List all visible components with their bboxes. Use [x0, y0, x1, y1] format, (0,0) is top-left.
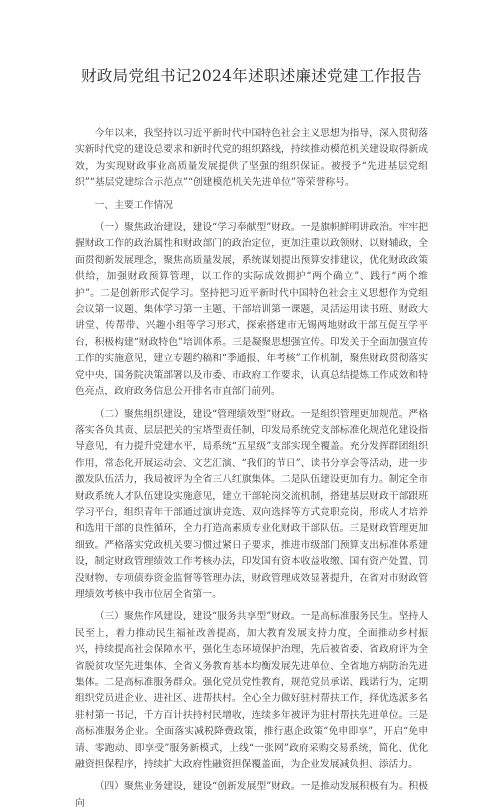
paragraph-style-building: （三）聚焦作风建设，建设“服务共享型”财政。一是高标准服务民生。坚持人民至上，着力推动民生福祉改善提高，加大教育发展支持力度，全面推动乡村振兴，持续提高社会保障水平，强化生态环境保护治理，先后被省委、省政府评为全省脱贫攻坚先进集体、全省义务教育基本均衡发展先进单位、全省地方病防治先进集体。二是高标准服务群众。强化党员党性教育，规范党员承诺、践诺行为，定期组织党员进企业、进社区、进帮扶村。全心全力做好驻村帮扶工作，择优选派多名驻村第一书记，千方百计扶持村民增收，连续多年被评为驻村帮扶先进单位。三是高标准服务企业。全面落实减税降费政策，推行惠企政策“免申即享”，开启“免申请、零跑动、即享受”服务新模式，上线“一张网”政府采购交易系统，简化、优化融资担保程序，持续扩大政府性融资担保覆盖面，为企业发展减负担、添活力。 — [75, 611, 428, 771]
section-heading: 一、主要工作情况 — [94, 199, 173, 211]
paragraph-organization-building: （二）聚焦组织建设，建设“管理绩效型”财政。一是组织管理更加规范。严格落实各负其责、层层把关的宝塔型责任制，印发局系统党支部标准化规范化建设指导意见，有力提升党建水平，局系统“五星级”支部实现全覆盖。充分发挥群团组织作用，常态化开展运动会、文艺汇演、“我们的节日”、读书分享会等活动，进一步激发队伍活力，我局被评为全省三八红旗集体。二是队伍建设更加有力。制定全市财政系统人才队伍建设实施意见，建立干部轮岗交流机制，搭建基层财政干部跟班学习平台，组织青年干部通过演讲竞选、双向选择等方式竞职竞岗，形成人才培养和选用干部的良性循环，全力打造高素质专业化财政干部队伍。三是财政管理更加细致。严格落实党政机关要习惯过紧日子要求，推进市级部门预算支出标准体系建设，制定财政管理绩效工作考核办法，印发国有资本收益收缴、国有资产处置、罚没财物、专项债券资金监督等管理办法，财政管理成效显著提升，在省对市财政管理绩效考核中我市位居全省第一。 — [75, 408, 428, 600]
document-title: 财政局党组书记2024年述职述廉述党建工作报告 — [81, 67, 422, 85]
paragraph-business-building: （四）聚焦业务建设，建设“创新发展型”财政。一是推动发展积极有为。积极向 — [75, 781, 428, 809]
intro-paragraph: 今年以来，我坚持以习近平新时代中国特色社会主义思想为指导，深入贯彻落实新时代党的建设总要求和新时代党的组织路线，持续推动模范机关建设取得新成效，为实现财政事业高质量发展提供了坚强的组织保证。被授予“先进基层党组织”“基层党建综合示范点”“创建模范机关先进单位”等荣誉称号。 — [75, 128, 428, 189]
paragraph-political-building: （一）聚焦政治建设，建设“学习奉献型”财政。一是旗帜鲜明讲政治。牢牢把握财政工作的政治属性和财政部门的政治定位，更加注重以政领财、以财辅政，全面贯彻新发展理念，聚焦高质量发展，系统谋划提出预算安排建议，优化财政政策供给，加强财政预算管理，以工作的实际成效拥护“两个确立”、践行“两个维护”。二是创新形式促学习。坚持把习近平新时代中国特色社会主义思想作为党组会议第一议题、集体学习第一主题、干部培训第一课题，灵活运用读书班、财政大讲堂、传帮带、兴趣小组等学习形式，探索搭建市无锡两地财政干部互促互学平台，积极构建“财政特色”培训体系。三是凝聚思想强宣传。印发关于全面加强宣传工作的实施意见，建立专题约稿和“季通报、年考核”工作机制，聚焦财政贯彻落实党中央、国务院决策部署以及市委、市政府工作要求，认真总结提炼工作成效和特色亮点，政府政务信息公开排名市直部门前列。 — [75, 222, 428, 398]
